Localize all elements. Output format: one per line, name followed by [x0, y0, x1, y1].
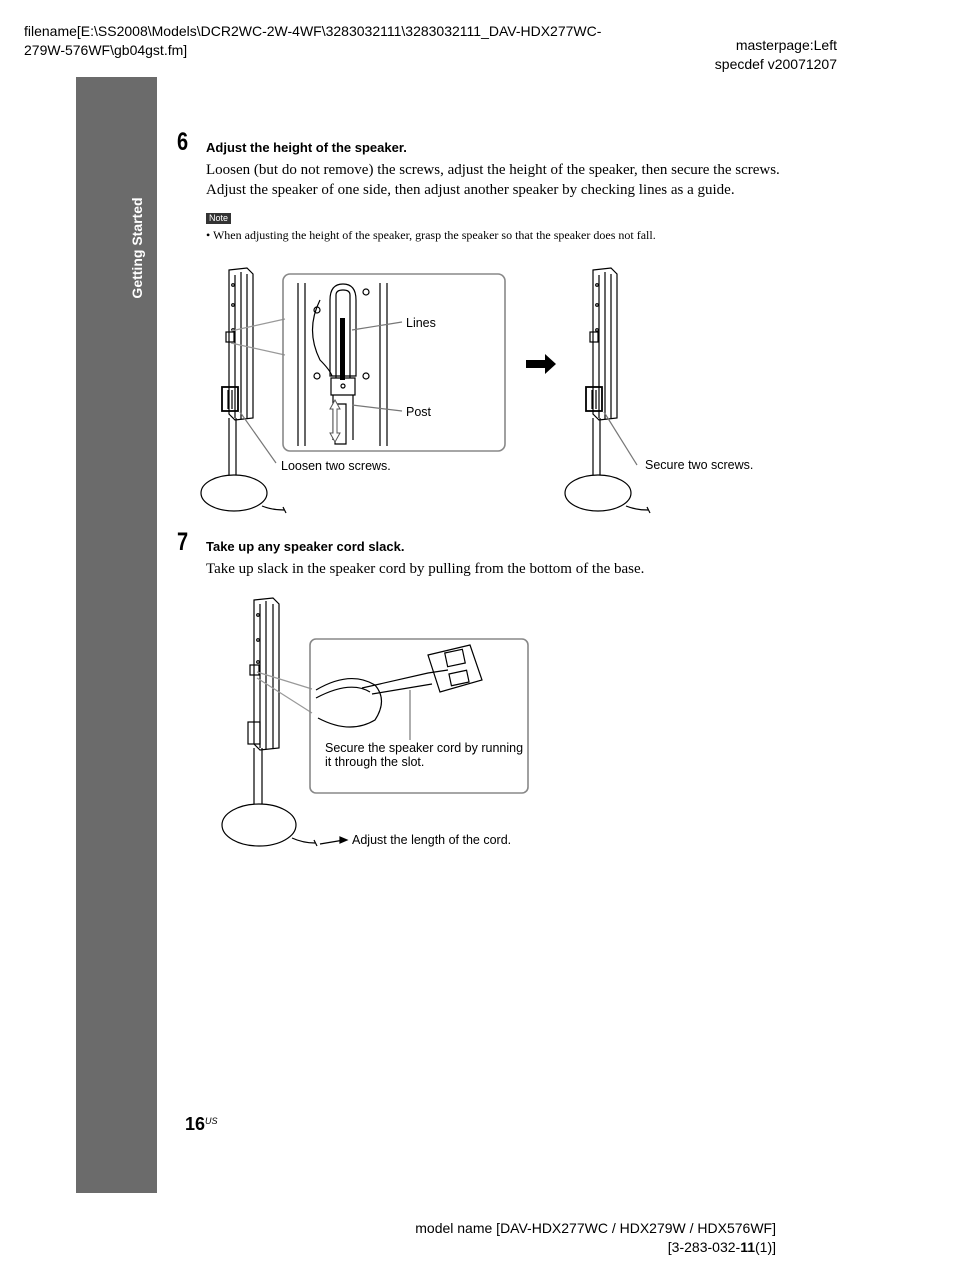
page-number-suffix: US	[205, 1116, 218, 1126]
step-6-title: Adjust the height of the speaker.	[206, 140, 407, 155]
note-text: • When adjusting the height of the speaker, grasp the speaker so that the speaker does not fall.	[206, 228, 656, 242]
post-label: Post	[406, 405, 432, 419]
cord-inset-detail	[316, 645, 482, 740]
step-7-title: Take up any speaker cord slack.	[206, 539, 405, 554]
code-prefix: [3-283-032-	[667, 1239, 741, 1255]
masterpage-text: masterpage:Left	[735, 37, 837, 53]
step-6-body-line-1: Loosen (but do not remove) the screws, adjust the height of the speaker, then secure the screws.	[206, 162, 780, 178]
code-suffix: (1)]	[755, 1239, 776, 1255]
filename-line-2: 279W-576WF\gb04gst.fm]	[24, 42, 188, 58]
page-number-value: 16	[185, 1114, 206, 1134]
length-arrow	[320, 837, 347, 844]
sidebar-section-label: Getting Started	[129, 197, 145, 299]
step-6-body-line-2: Adjust the speaker of one side, then adjust another speaker by checking lines as a guide.	[206, 182, 735, 198]
slot-label-line-1: Secure the speaker cord by running	[325, 741, 524, 755]
document-code	[380, 1238, 776, 1257]
filename-line-1: filename[E:\SS2008\Models\DCR2WC-2W-4WF\3283032111\3283032111_DAV-HDX277WC-	[24, 23, 602, 39]
model-name: model name [DAV-HDX277WC / HDX279W / HDX576WF]	[415, 1220, 776, 1236]
cord-speaker-drawing	[222, 598, 317, 846]
code-bold: 11	[740, 1239, 755, 1255]
cord-detail-inset	[310, 639, 528, 793]
cord-length-label: Adjust the length of the cord.	[352, 833, 512, 847]
lines-label: Lines	[406, 316, 436, 330]
slot-label	[325, 741, 523, 769]
step-6-number: 6	[177, 128, 189, 156]
page-number	[185, 1114, 218, 1135]
secure-screws-label: Secure two screws.	[645, 458, 754, 472]
note-tag: Note	[206, 213, 231, 224]
step-7-body: Take up slack in the speaker cord by pulling from the bottom of the base.	[206, 561, 645, 577]
step-7-number: 7	[177, 528, 189, 556]
slot-label-line-2: it through the slot.	[325, 755, 425, 769]
loosen-screws-label: Loosen two screws.	[281, 459, 391, 473]
specdef-text: specdef v20071207	[714, 56, 837, 72]
footer	[380, 1219, 776, 1257]
